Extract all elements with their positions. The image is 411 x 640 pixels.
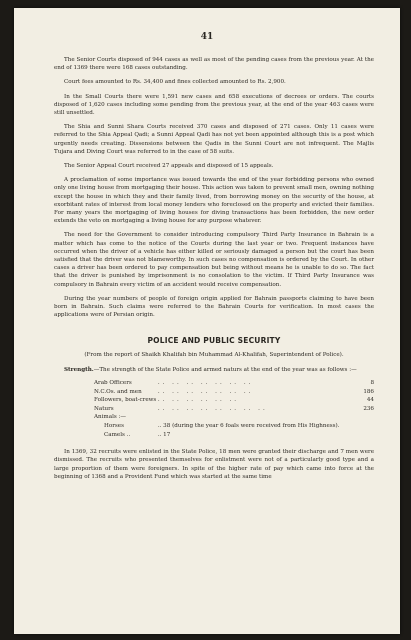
row-value: 44 — [366, 397, 374, 404]
row-label: Naturs — [94, 405, 114, 412]
animal-label: Camels .. — [104, 431, 131, 438]
paragraph-small-courts: In the Small Courts there were 1,591 new cases and 658 executions of decrees or orders. The courts disposed of 1,620 cases including some pending from the previous year, at the end of the year 463 cases were still unsettled. — [54, 93, 374, 117]
strength-table — [94, 380, 374, 440]
page-number: 41 — [200, 32, 214, 42]
animal-value: 17 — [163, 431, 171, 438]
row-label: Followers, boat-crews — [94, 397, 157, 404]
paragraph-proclamation: A proclamation of some importance was issued towards the end of the year forbidding persons who owned only one living house from mortgaging their house. This action was taken to prevent small men, owning nothing except the house in which they and their family lived, from borrowing money on the security of the house, at exorbitant rates of interest from local money lenders who foreclosed on the property and evicted their families. For many years the mortgaging of living houses for diving transactions has been forbidden, the new order extends the veto on mortgaging a living house for any purpose whatever. — [54, 177, 374, 225]
document-page — [14, 8, 400, 634]
row-dots: .. .. .. .. .. .. .. — [157, 380, 254, 387]
table-row — [94, 389, 374, 398]
paragraph-court-fees: Court fees amounted to Rs. 34,400 and fines collected amounted to Rs. 2,900. — [64, 79, 286, 86]
row-label: Arab Officers — [94, 380, 132, 387]
animal-value: 38 — [163, 423, 171, 430]
animal-note: (during the year 6 foals were received from His Highness). — [172, 423, 340, 430]
paragraph-senior-courts: The Senior Courts disposed of 944 cases as well as most of the pending cases from the previous year. At the end of 1369 there were 168 cases outstanding. — [54, 57, 374, 72]
table-row — [94, 406, 374, 415]
section-title: POLICE AND PUBLIC SECURITY — [147, 336, 281, 346]
animal-detail — [158, 423, 374, 432]
row-value — [345, 414, 374, 423]
row-dots: .. .. .. .. .. .. — [157, 397, 240, 404]
section-subtitle: (From the report of Shaikh Khalifah bin Muhammad Al-Khalifah, Superintendent of Police). — [84, 351, 344, 358]
row-value: 8 — [370, 380, 374, 387]
table-row — [94, 380, 374, 389]
row-label: Animals :— — [94, 414, 126, 421]
animal-detail — [158, 432, 374, 441]
row-value: 236 — [363, 405, 374, 412]
page-content — [54, 56, 374, 487]
strength-paragraph — [54, 366, 374, 374]
strength-intro: —The strength of the State Police and armed naturs at the end of the year was as follows :— — [93, 366, 357, 373]
row-value: 186 — [363, 388, 374, 395]
animal-label: Horses — [104, 423, 124, 430]
row-label: N.C.Os. and men — [94, 388, 142, 395]
table-row — [94, 414, 374, 423]
row-dots: .. .. .. .. .. .. .. .. — [157, 405, 268, 412]
strength-heading: Strength. — [64, 366, 94, 373]
animal-dots: .. — [157, 431, 162, 438]
animal-dots: .. — [157, 423, 162, 430]
table-row — [94, 397, 374, 406]
paragraph-recruits: In 1369, 32 recruits were enlisted in the State Police, 18 men were granted their discharge and 7 men were dismissed. The recruits who presented themselves for enlistment were not of a particularly good type and a large proportion of them were foreigners. In spite of the higher rate of pay which came into force at the beginning of 1368 and a Provident Fund which was started at the same time — [54, 449, 374, 480]
paragraph-senior-appeal: The Senior Appeal Court received 27 appeals and disposed of 15 appeals. — [64, 163, 274, 170]
row-dots — [158, 414, 345, 423]
table-row-animal — [94, 432, 374, 441]
row-dots: .. .. .. .. .. .. .. — [157, 388, 254, 395]
paragraph-third-party-insurance: The need for the Government to consider introducing compulsory Third Party Insurance in Bahrain is a matter which has come to the notice of the Courts during the last year or two. Frequent instances have occurred when the driver of a vehicle has either killed or seriously damaged a person but the court has been satisfied that the driver was not blameworthy. In such cases no compensation is ordered by the Court. In other cases a driver has been ordered to pay compensation but being without means he is unable to do so. The fact that the driver is punished by imprisonment is no consolation to the victim. If Third Party Insurance was compulsory in Bahrain every victim of an accident would receive compensation. — [54, 232, 374, 288]
paragraph-passports: During the year numbers of people of foreign origin applied for Bahrain passports claiming to have been born in Bahrain. Such claims were referred to the Bahrain Courts for verification. In most cases the applications were of Persian origin. — [54, 295, 374, 319]
table-row-animal — [94, 423, 374, 432]
paragraph-shara-courts: The Shia and Sunni Shara Courts received 370 cases and disposed of 271 cases. Only 11 cases were referred to the Shia Appeal Qadi; a Sunni Appeal Qadi has not yet been appointed although this is a post which urgently needs creating. Dissensions between the Qadis in the Sunni Court are not infrequent. The Majlis Tujara and Diving Court was referred to in the case of 58 suits. — [54, 124, 374, 155]
